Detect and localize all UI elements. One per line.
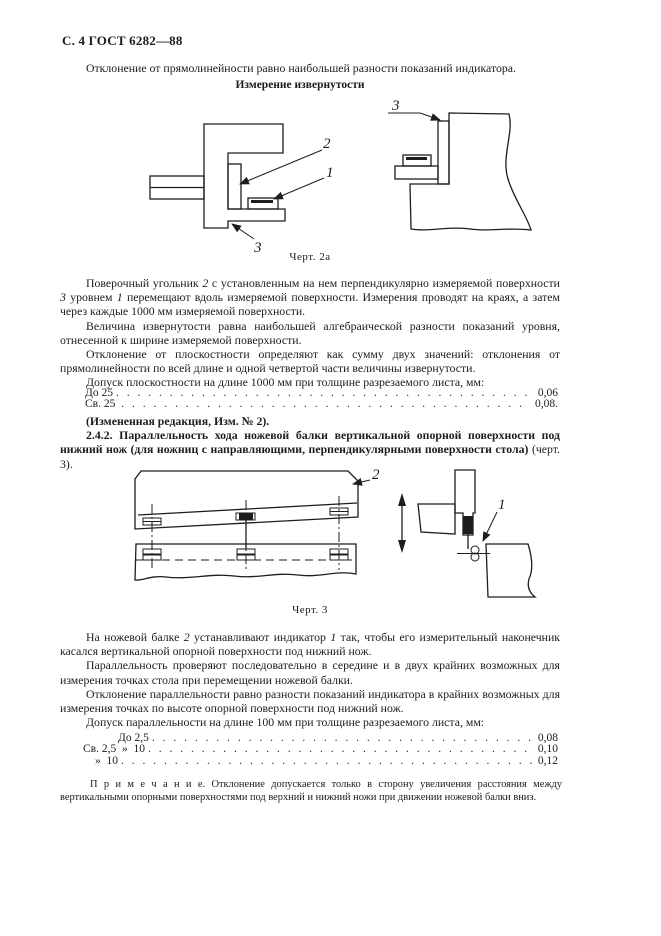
figure-3-caption: Черт. 3 bbox=[292, 604, 328, 616]
fig2a-right-view bbox=[388, 113, 531, 230]
dot-leader bbox=[116, 388, 533, 399]
parallelism-text-block bbox=[60, 630, 560, 729]
table-row bbox=[60, 756, 560, 767]
flatness-tolerance-table bbox=[60, 388, 560, 411]
fig2a-label-surface-left: 3 bbox=[254, 240, 262, 254]
row-value: 0,12 bbox=[537, 754, 558, 767]
intro-paragraph: Отклонение от прямолинейности равно наибольшей разности показаний индикатора. bbox=[86, 61, 516, 75]
fig3-label-beam: 2 bbox=[372, 467, 380, 483]
fig2a-label-level: 1 bbox=[326, 165, 334, 181]
row-value: 0,08. bbox=[535, 398, 558, 411]
row-label: Св. 2,5 » 10 bbox=[83, 743, 145, 756]
row-label: Св. 25 bbox=[85, 398, 119, 411]
fig2a-level-device bbox=[248, 198, 278, 209]
dot-leader bbox=[148, 744, 533, 755]
row-value: 0,06 bbox=[537, 387, 558, 399]
figure-2a-drawing bbox=[118, 96, 542, 254]
flatness-text-block bbox=[60, 276, 560, 390]
dot-leader bbox=[121, 399, 530, 410]
row-value: 0,08 bbox=[537, 732, 558, 744]
fig3-side-view bbox=[418, 470, 535, 597]
fig3-stroke-arrow bbox=[398, 493, 406, 553]
paragraph: Отклонение параллельности равно разности показаний индикатора в крайних возможных для измерения точках по высоте опорной поверхности под нижний нож. bbox=[60, 686, 560, 716]
note-paragraph: П р и м е ч а н и е. Отклонение допускается только в сторону увеличения расстояния между вертикальными опорными поверхностями под верхний и нижний ножи при движении ножевой балки вниз. bbox=[60, 779, 562, 803]
fig2a-label-square: 2 bbox=[323, 136, 331, 152]
paragraph: Допуск плоскостности на длине 1000 мм при толщине разрезаемого листа, мм: bbox=[86, 375, 485, 390]
row-value: 0,10 bbox=[537, 743, 558, 756]
paragraph: На ножевой балке 2 устанавливают индикатор 1 так, чтобы его измерительный наконечник касался вертикальной опорной поверхности под нижний нож. bbox=[60, 630, 560, 659]
fig3-leader-indicator bbox=[483, 512, 497, 541]
parallelism-tolerance-table bbox=[60, 733, 560, 767]
amendment-and-clause-block bbox=[60, 414, 560, 471]
fig2a-label-surface-right: 3 bbox=[392, 98, 400, 114]
table-row bbox=[60, 399, 560, 410]
intro-block bbox=[60, 61, 560, 75]
paragraph: Допуск параллельности на длине 100 мм при толщине разрезаемого листа, мм: bbox=[86, 715, 485, 730]
row-label: До 25 bbox=[85, 387, 113, 399]
figure-2a-caption: Черт. 2а bbox=[289, 251, 331, 263]
fig3-leader-beam bbox=[353, 480, 370, 484]
paragraph: Отклонение от плоскостности определяют как сумму двух значений: отклонения от прямолинейности по всей длине и одной четвертой части величины извернутости. bbox=[60, 347, 560, 376]
paragraph: Поверочный угольник 2 с установленным на нем перпендикулярно измеряемой поверхности 3 уровнем 1 перемещают вдоль измеряемой поверхности. Измерения проводят на краях, а затем через каждые 1000 мм измеряемой поверхности. bbox=[60, 276, 560, 319]
dot-leader bbox=[152, 733, 533, 744]
row-label: До 2,5 bbox=[118, 732, 149, 744]
fig2a-square-plate bbox=[228, 164, 241, 209]
fig3-label-indicator: 1 bbox=[498, 497, 506, 513]
dot-leader bbox=[121, 756, 533, 767]
table-row bbox=[60, 744, 560, 755]
amendment-line: (Измененная редакция, Изм. № 2). bbox=[86, 414, 270, 428]
table-row bbox=[60, 388, 560, 399]
fig2a-machine-body bbox=[150, 124, 285, 228]
paragraph: Параллельность проверяют последовательно в середине и в двух крайних возможных для измерения точках стола при перемещении ножевой балки. bbox=[60, 658, 560, 687]
figure-3-drawing bbox=[98, 466, 563, 614]
paragraph: Величина извернутости равна наибольшей алгебраической разности показаний уровня, отнесенной к ширине измеряемой поверхности. bbox=[60, 318, 560, 347]
row-label: » 10 bbox=[95, 754, 118, 767]
figure-2a-title: Измерение извернутости bbox=[235, 79, 365, 91]
page-header: С. 4 ГОСТ 6282—88 bbox=[62, 33, 183, 48]
fig2a-leaders-left bbox=[232, 150, 324, 239]
clause-242-heading: 2.4.2. Параллельность хода ножевой балки вертикальной опорной поверхности под нижний нож (для ножниц с направляющими, перпендикулярными поверхности стола) (черт. 3). bbox=[60, 428, 560, 471]
